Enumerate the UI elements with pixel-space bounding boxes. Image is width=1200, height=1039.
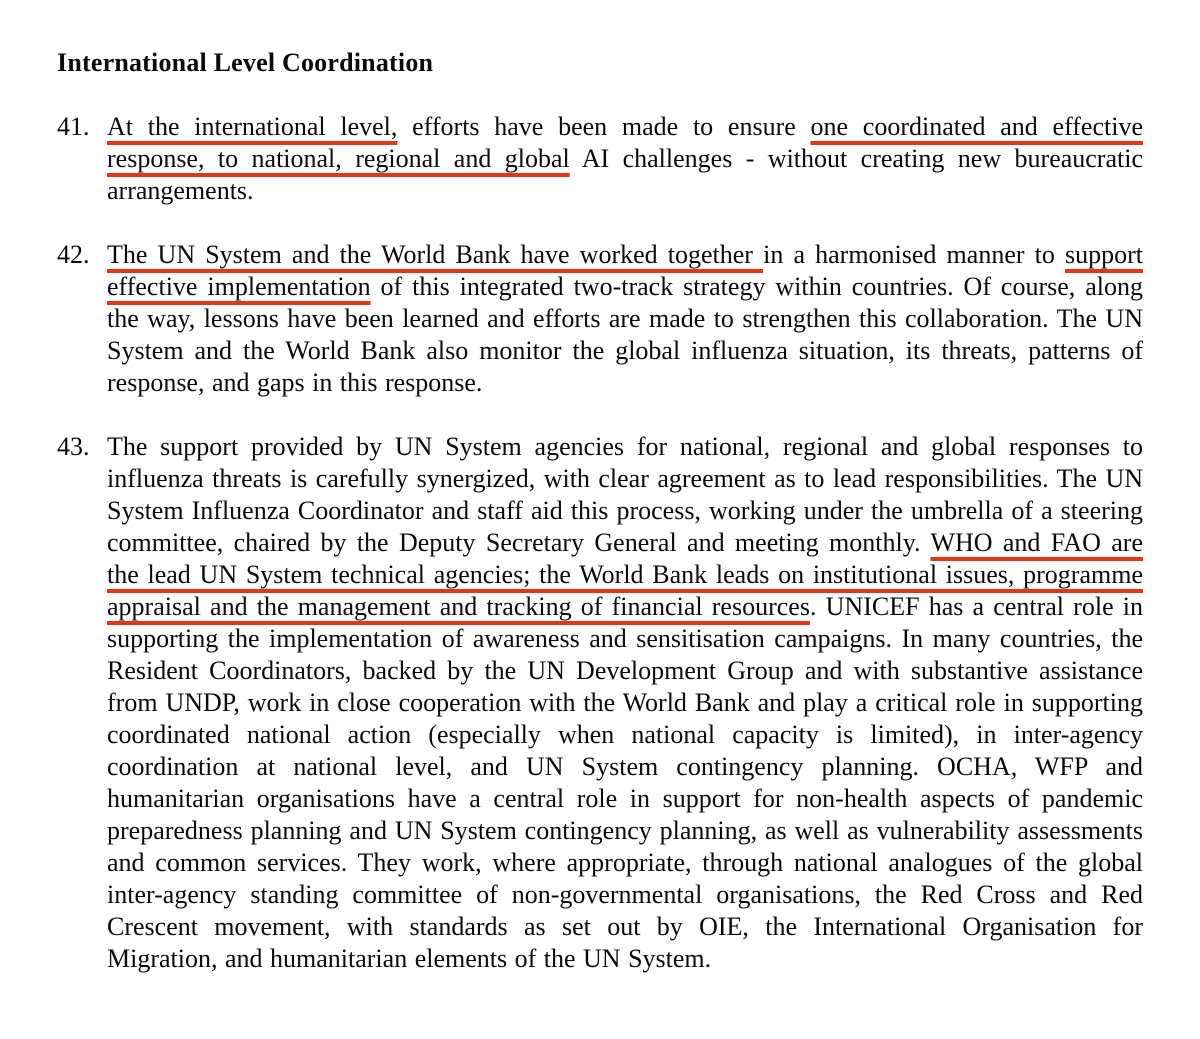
paragraph-text	[107, 431, 1143, 975]
text-run: efforts have been made to ensure	[397, 112, 811, 141]
paragraph-text	[107, 111, 1143, 207]
text-run: . UNICEF has a central role in supporting the implementation of awareness and sensitisation campaigns. In many countries, the Resident Coordinators, backed by the UN Development Group and with substantive assistance from UNDP, work in close cooperation with the World Bank and play a critical role in supporting coordinated national action (especially when national capacity is limited), in inter-agency coordination at national level, and UN System contingency planning. OCHA, WFP and humanitarian organisations have a central role in support for non-health aspects of pandemic preparedness planning and UN System contingency planning, as well as vulnerability assessments and common services. They work, where appropriate, through national analogues of the global inter-agency standing committee of non-governmental organisations, the Red Cross and Red Crescent movement, with standards as set out by OIE, the International Organisation for Migration, and humanitarian elements of the UN System.	[107, 592, 1144, 973]
paragraph-number: 41.	[57, 112, 90, 141]
paragraph-number: 42.	[57, 240, 90, 269]
text-run: AI challenges - without creating new bureaucratic arrangements.	[107, 144, 1143, 205]
text-run: of this integrated two-track strategy within countries. Of course, along the way, lessons have been learned and efforts are made to strengthen this collaboration. The UN System and the World Bank also monitor the global influenza situation, its threats, patterns of response, and gaps in this response.	[107, 272, 1143, 397]
underlined-phrase: The UN System and the World Bank have worked together	[107, 240, 764, 269]
paragraph-42	[57, 239, 1143, 399]
underlined-phrase: WHO and FAO are the lead UN System technical agencies; the World Bank leads on institutional issues, programme appraisal and the management and tracking of financial resources	[107, 528, 1143, 621]
underlined-phrase: At the international level,	[107, 112, 398, 141]
section-heading: International Level Coordination	[57, 48, 434, 77]
text-run: The support provided by UN System agencies for national, regional and global responses to influenza threats is carefully synergized, with clear agreement as to lead responsibilities. The UN System Influenza Coordinator and staff aid this process, working under the umbrella of a steering committee, chaired by the Deputy Secretary General and meeting monthly.	[107, 432, 1143, 557]
underlined-phrase: support effective implementation	[107, 240, 1143, 301]
paragraph-text	[107, 239, 1143, 399]
text-run: in a harmonised manner to	[763, 240, 1065, 269]
underlined-phrase: one coordinated and effective response, to national, regional and global	[107, 112, 1143, 173]
paragraph-43	[57, 431, 1144, 975]
paragraph-number: 43.	[57, 432, 90, 461]
paragraph-41	[57, 111, 1143, 207]
